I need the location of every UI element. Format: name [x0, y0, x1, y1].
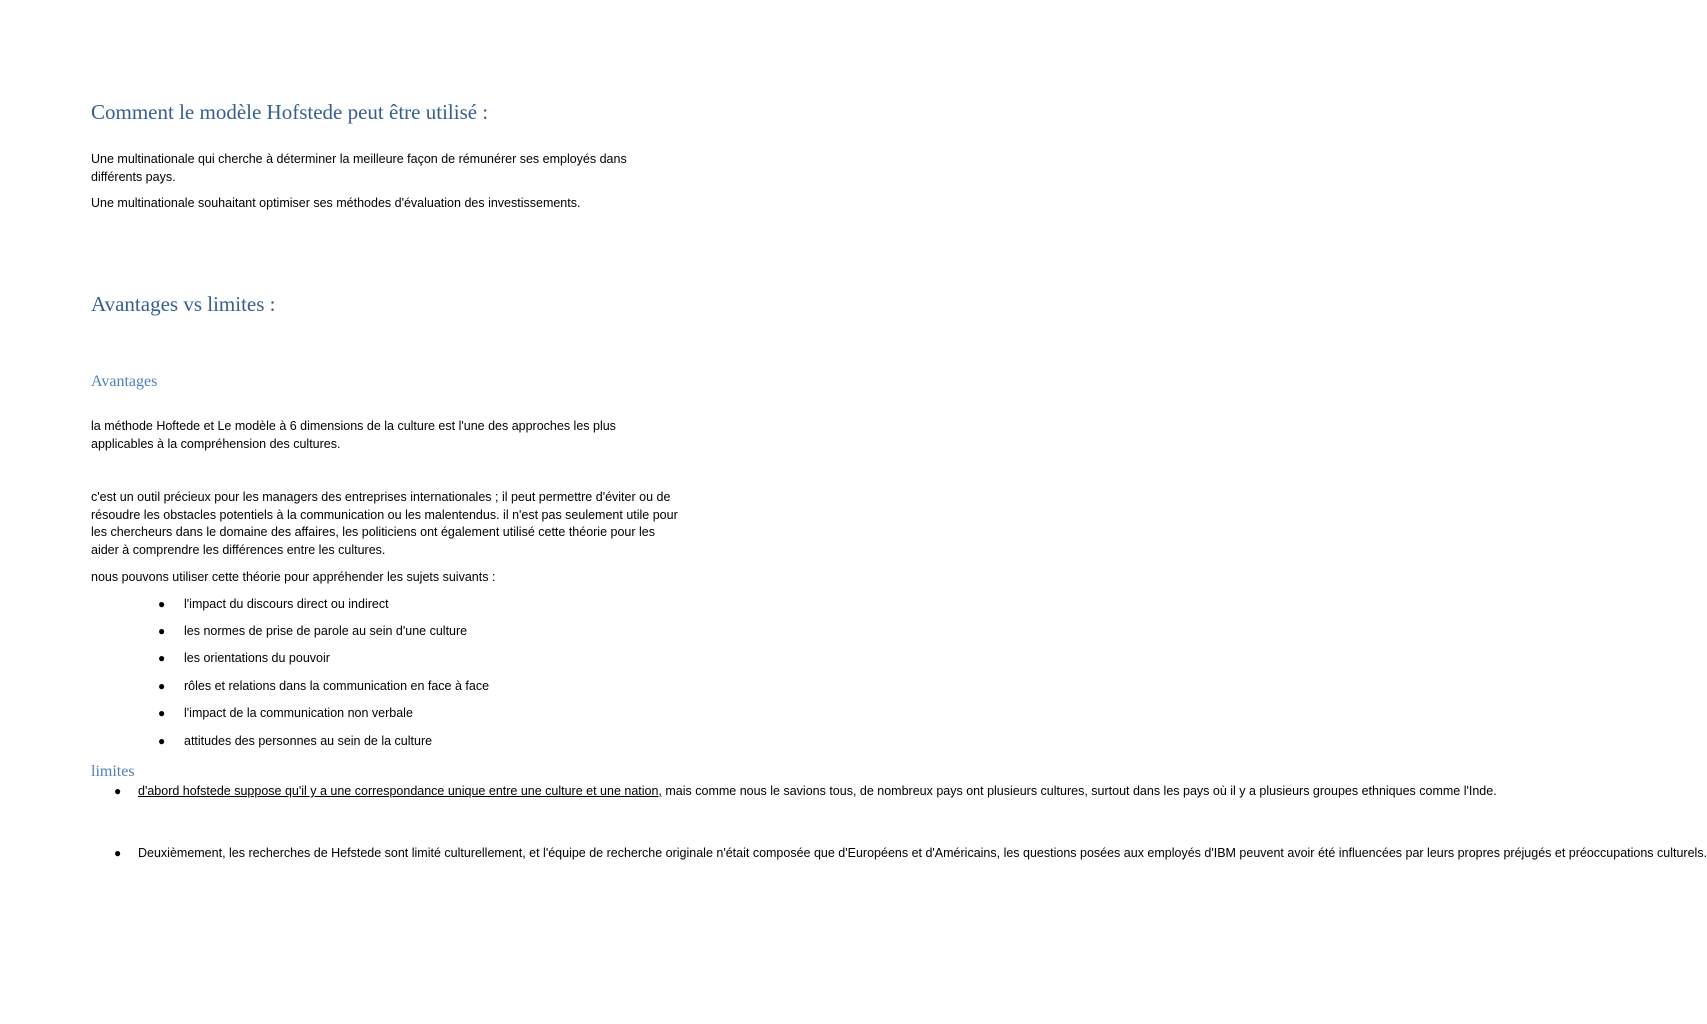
paragraph-avantages-3: nous pouvons utiliser cette théorie pour appréhender les sujets suivants : — [91, 570, 496, 584]
list-item-text: l'impact de la communication non verbale — [184, 706, 413, 720]
list-item-text: l'impact du discours direct ou indirect — [184, 597, 389, 611]
bullet-icon: ● — [114, 846, 122, 860]
bullet-icon: ● — [114, 784, 122, 798]
list-item-text-rest: mais comme nous le savions tous, de nombreux pays ont plusieurs cultures, surtout dans les pays où il y a plusieurs groupes ethniques comme l'Inde. — [661, 784, 1497, 798]
heading-avantages-vs-limites: Avantages vs limites : — [91, 292, 276, 316]
bullet-icon: ● — [158, 734, 166, 748]
heading-avantages: Avantages — [91, 373, 158, 390]
list-item-text: les normes de prise de parole au sein d'une culture — [184, 624, 468, 638]
list-item-text: Deuxièmement, les recherches de Hefstede sont limité culturellement, et l'équipe de recherche originale n'était composée que d'Européens et d'Américains, les questions posées aux employés d'IBM peuvent avoir été influencées par leurs propres préjugés et préoccupations culturels. — [138, 846, 1707, 860]
heading-usage: Comment le modèle Hofstede peut être utilisé : — [91, 100, 489, 124]
heading-limites: limites — [91, 763, 135, 780]
bullet-icon: ● — [158, 706, 166, 720]
list-item-text: les orientations du pouvoir — [184, 651, 330, 665]
paragraph-usage-1: Une multinationale qui cherche à déterminer la meilleure façon de rémunérer ses employés dans différents pays. — [91, 152, 627, 184]
list-item-text — [138, 783, 1497, 801]
paragraph-usage-2: Une multinationale souhaitant optimiser ses méthodes d'évaluation des investissements. — [91, 196, 581, 210]
paragraph-avantages-1: la méthode Hoftede et Le modèle à 6 dimensions de la culture est l'une des approches les plus applicables à la compréhension des cultures. — [91, 419, 616, 451]
bullet-icon: ● — [158, 651, 166, 665]
paragraph-avantages-2: c'est un outil précieux pour les managers des entreprises internationales ; il peut permettre d'éviter ou de résoudre les obstacles potentiels à la communication ou les malentendus. il n'est pas seulement utile pour les chercheurs dans le domaine des affaires, les politiciens ont également utilisé cette théorie pour les aider à comprendre les différences entre les cultures. — [91, 490, 678, 557]
underlined-text: d'abord hofstede suppose qu'il y a une correspondance unique entre une culture et une nation, — [138, 784, 662, 798]
bullet-icon: ● — [158, 624, 166, 638]
list-item-text: rôles et relations dans la communication en face à face — [184, 679, 490, 693]
bullet-icon: ● — [158, 679, 166, 693]
bullet-icon: ● — [158, 597, 166, 611]
list-item-text: attitudes des personnes au sein de la culture — [184, 734, 433, 748]
